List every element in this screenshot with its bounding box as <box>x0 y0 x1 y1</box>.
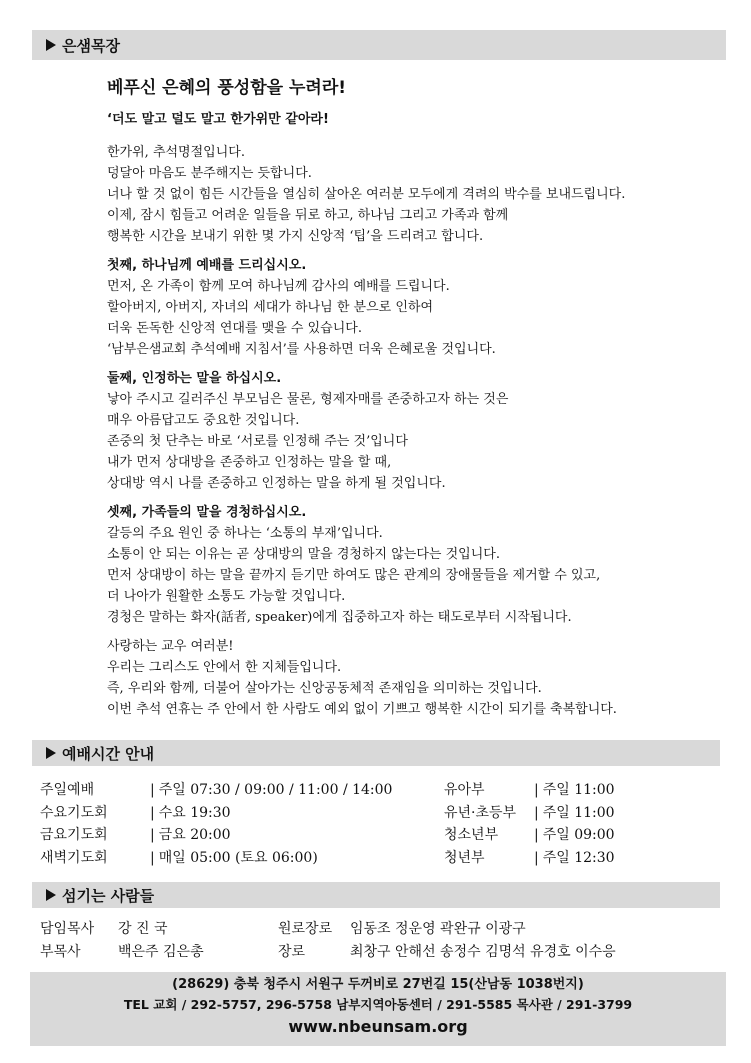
article-paragraphs <box>107 142 707 720</box>
schedule-row-label: 청소년부 <box>444 827 499 843</box>
article-paragraph <box>107 502 707 628</box>
section-title: 은샘목장 <box>62 36 120 55</box>
triangle-right-icon <box>46 747 56 759</box>
people-row <box>40 941 204 964</box>
paragraph-line: 경청은 말하는 화자(話者, speaker)에게 집중하고자 하는 태도로부터 시작됩니다. <box>107 610 572 625</box>
people-right <box>278 918 616 963</box>
schedule-row <box>40 847 392 870</box>
divider: | <box>150 782 155 798</box>
section-header-worship <box>32 740 720 766</box>
section-header-servers <box>32 882 720 908</box>
divider: | <box>534 804 539 821</box>
people-row <box>40 918 204 941</box>
schedule-row-label: 유아부 <box>444 782 485 798</box>
footer-contacts: TEL 교회 / 292-5757, 296-5758 남부지역아동센터 / 291-5585 목사관 / 291-3799 <box>123 997 633 1012</box>
footer-address: (28629) 충북 청주시 서원구 두꺼비로 27번길 15(산남동 1038번지) <box>172 977 584 992</box>
schedule-row-value: 주일 09:00 <box>542 827 615 843</box>
paragraph-line: 행복한 시간을 보내기 위한 몇 가지 신앙적 ‘팁’을 드리려고 합니다. <box>107 229 484 244</box>
people-row-value: 강 진 국 <box>118 921 168 937</box>
schedule-row-value: 금요 20:00 <box>158 827 231 843</box>
schedule-row <box>40 779 392 802</box>
schedule-row <box>444 824 615 847</box>
people-row-label: 원로장로 <box>278 921 333 937</box>
divider: | <box>150 827 155 843</box>
people-row-value: 임동조 정운영 곽완규 이광구 <box>350 921 526 937</box>
article-paragraph <box>107 255 707 360</box>
schedule-row-value: 주일 12:30 <box>542 849 615 866</box>
paragraph-line: 너나 할 것 없이 힘든 시간들을 열심히 살아온 여러분 모두에게 격려의 박수를 보내드립니다. <box>107 187 626 202</box>
schedule-row <box>444 802 615 825</box>
schedule-row-value: 주일 11:00 <box>542 804 615 821</box>
article <box>107 76 707 728</box>
people-row <box>278 918 616 941</box>
divider: | <box>534 827 539 843</box>
paragraph-line: 존중의 첫 단추는 바로 ‘서로를 인정해 주는 것’입니다 <box>107 434 408 449</box>
section-title: 예배시간 안내 <box>62 744 155 763</box>
paragraph-heading: 둘째, 인정하는 말을 하십시오. <box>107 371 282 386</box>
paragraph-line: 우리는 그리스도 안에서 한 지체들입니다. <box>107 660 342 675</box>
paragraph-heading: 첫째, 하나님께 예배를 드리십시오. <box>107 258 307 273</box>
paragraph-line: 사랑하는 교우 여러분! <box>107 639 234 654</box>
section-title: 섬기는 사람들 <box>62 886 155 905</box>
schedule-row-label: 청년부 <box>444 849 485 866</box>
article-title: 베푸신 은혜의 풍성함을 누려라! <box>107 78 346 98</box>
divider: | <box>150 804 155 821</box>
schedule-row-value: 주일 07:30 / 09:00 / 11:00 / 14:00 <box>158 782 393 798</box>
paragraph-line: 먼저, 온 가족이 함께 모여 하나님께 감사의 예배를 드립니다. <box>107 279 450 294</box>
article-paragraph <box>107 368 707 494</box>
schedule-row <box>444 779 615 802</box>
paragraph-line: 더욱 돈독한 신앙적 연대를 맺을 수 있습니다. <box>107 321 362 336</box>
paragraph-line: 더 나아가 원활한 소통도 가능할 것입니다. <box>107 589 346 604</box>
schedule-row-label: 유년·초등부 <box>444 804 517 821</box>
paragraph-line: 이번 추석 연휴는 주 안에서 한 사람도 예외 없이 기쁘고 행복한 시간이 되기를 축복합니다. <box>107 702 617 717</box>
people-row <box>278 941 616 964</box>
paragraph-line: 소통이 안 되는 이유는 곧 상대방의 말을 경청하지 않는다는 것입니다. <box>107 547 500 562</box>
schedule-row-label: 새벽기도회 <box>40 849 108 866</box>
paragraph-line: 낳아 주시고 길러주신 부모님은 물론, 형제자매를 존중하고자 하는 것은 <box>107 392 509 407</box>
paragraph-line: 내가 먼저 상대방을 존중하고 인정하는 말을 할 때, <box>107 455 392 470</box>
people-row-label: 담임목사 <box>40 921 95 937</box>
paragraph-line: 덩달아 마음도 분주해지는 듯합니다. <box>107 166 312 181</box>
paragraph-line: 이제, 잠시 힘들고 어려운 일들을 뒤로 하고, 하나님 그리고 가족과 함께 <box>107 208 509 223</box>
footer-website: www.nbeunsam.org <box>288 1017 468 1036</box>
people-row-label: 장로 <box>278 943 306 960</box>
article-paragraph <box>107 636 707 720</box>
schedule-row-label: 주일예배 <box>40 782 95 798</box>
triangle-right-icon <box>46 39 56 51</box>
section-header-grace <box>32 30 726 60</box>
divider: | <box>534 782 539 798</box>
paragraph-line: 한가위, 추석명절입니다. <box>107 145 245 160</box>
schedule-row-value: 주일 11:00 <box>542 782 615 798</box>
paragraph-line: 갈등의 주요 원인 중 하나는 ‘소통의 부재’입니다. <box>107 526 383 541</box>
paragraph-heading: 셋째, 가족들의 말을 경청하십시오. <box>107 505 307 520</box>
people-row-value: 최창구 안해선 송정수 김명석 유경호 이수응 <box>350 943 616 960</box>
paragraph-line: 상대방 역시 나를 존중하고 인정하는 말을 하게 될 것입니다. <box>107 476 446 491</box>
schedule-row-value: 수요 19:30 <box>158 804 231 821</box>
schedule-row <box>40 824 392 847</box>
people-left <box>40 918 204 963</box>
footer <box>30 972 726 1046</box>
article-paragraph <box>107 142 707 247</box>
paragraph-line: 즉, 우리와 함께, 더불어 살아가는 신앙공동체적 존재임을 의미하는 것입니다. <box>107 681 542 696</box>
schedule-row-label: 수요기도회 <box>40 804 108 821</box>
divider: | <box>534 849 539 866</box>
schedule-row <box>40 802 392 825</box>
article-subtitle: ‘더도 말고 덜도 말고 한가위만 같아라! <box>107 112 329 127</box>
paragraph-line: 할아버지, 아버지, 자녀의 세대가 하나님 한 분으로 인하여 <box>107 300 434 315</box>
people-row-value: 백은주 김은총 <box>118 943 204 960</box>
schedule-row-label: 금요기도회 <box>40 827 108 843</box>
people-row-label: 부목사 <box>40 943 81 960</box>
paragraph-line: ‘남부은샘교회 추석예배 지침서’를 사용하면 더욱 은혜로울 것입니다. <box>107 342 496 357</box>
paragraph-line: 먼저 상대방이 하는 말을 끝까지 듣기만 하여도 많은 관계의 장애물들을 제거할 수 있고, <box>107 568 601 583</box>
schedule-row-value: 매일 05:00 (토요 06:00) <box>158 849 318 866</box>
schedule-right <box>444 779 615 869</box>
paragraph-line: 매우 아름답고도 중요한 것입니다. <box>107 413 300 428</box>
triangle-right-icon <box>46 889 56 901</box>
schedule-row <box>444 847 615 870</box>
divider: | <box>150 849 155 866</box>
schedule-left <box>40 779 392 869</box>
